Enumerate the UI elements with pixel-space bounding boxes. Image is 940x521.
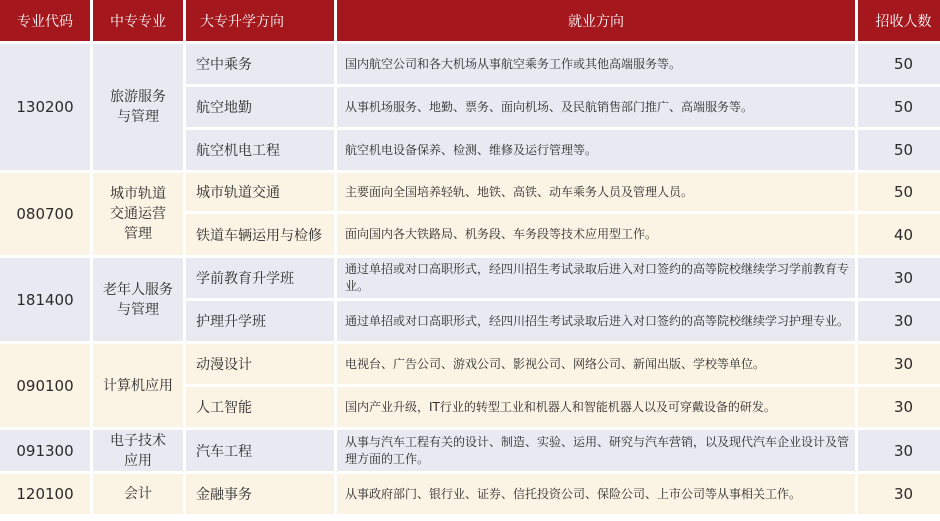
major-name-text: 老年人服务与管理 bbox=[103, 281, 173, 318]
major-name: 会计 bbox=[93, 474, 183, 514]
employment-cell: 航空机电设备保养、检测、维修及运行管理等。 bbox=[337, 130, 855, 170]
employment-cell: 通过单招或对口高职形式，经四川招生考试录取后进入对口签约的高等院校继续学习学前教育专业。 bbox=[337, 258, 855, 298]
direction-cell: 航空机电工程 bbox=[186, 130, 334, 170]
major-name bbox=[93, 258, 183, 341]
direction-cell: 汽车工程 bbox=[186, 430, 334, 471]
direction-cell: 城市轨道交通 bbox=[186, 173, 334, 211]
major-code: 091300 bbox=[0, 430, 90, 471]
employment-cell: 电视台、广告公司、游戏公司、影视公司、网络公司、新闻出版、学校等单位。 bbox=[337, 344, 855, 384]
major-code: 130200 bbox=[0, 44, 90, 170]
quota-cell: 50 bbox=[858, 130, 940, 170]
major-name bbox=[93, 173, 183, 255]
direction-cell: 航空地勤 bbox=[186, 87, 334, 127]
table-row bbox=[0, 474, 940, 514]
major-name: 计算机应用 bbox=[93, 344, 183, 427]
table-row bbox=[0, 44, 940, 84]
employment-cell: 从事机场服务、地勤、票务、面向机场、及民航销售部门推广、高端服务等。 bbox=[337, 87, 855, 127]
employment-cell: 国内航空公司和各大机场从事航空乘务工作或其他高端服务等。 bbox=[337, 44, 855, 84]
employment-cell: 从事政府部门、银行业、证券、信托投资公司、保险公司、上市公司等从事相关工作。 bbox=[337, 474, 855, 514]
direction-cell: 人工智能 bbox=[186, 387, 334, 427]
header-major: 中专专业 bbox=[93, 0, 183, 41]
quota-cell: 30 bbox=[858, 387, 940, 427]
header-code: 专业代码 bbox=[0, 0, 90, 41]
header-direction: 大专升学方向 bbox=[186, 0, 334, 41]
header-row bbox=[0, 0, 940, 41]
table-row bbox=[0, 258, 940, 298]
direction-cell: 铁道车辆运用与检修 bbox=[186, 214, 334, 255]
major-name-text: 电子技术应用 bbox=[110, 432, 166, 469]
quota-cell: 30 bbox=[858, 474, 940, 514]
major-code: 080700 bbox=[0, 173, 90, 255]
employment-cell: 从事与汽车工程有关的设计、制造、实验、运用、研究与汽车营销，以及现代汽车企业设计及管理方面的工作。 bbox=[337, 430, 855, 471]
quota-cell: 40 bbox=[858, 214, 940, 255]
direction-cell: 空中乘务 bbox=[186, 44, 334, 84]
employment-cell: 国内产业升级，IT行业的转型工业和机器人和智能机器人以及可穿戴设备的研发。 bbox=[337, 387, 855, 427]
header-quota: 招收人数 bbox=[858, 0, 940, 41]
direction-cell: 护理升学班 bbox=[186, 301, 334, 341]
quota-cell: 50 bbox=[858, 44, 940, 84]
major-code: 120100 bbox=[0, 474, 90, 514]
quota-cell: 30 bbox=[858, 301, 940, 341]
major-name bbox=[93, 430, 183, 471]
major-name bbox=[93, 44, 183, 170]
direction-cell: 动漫设计 bbox=[186, 344, 334, 384]
quota-cell: 50 bbox=[858, 173, 940, 211]
header-employment: 就业方向 bbox=[337, 0, 855, 41]
employment-cell: 通过单招或对口高职形式，经四川招生考试录取后进入对口签约的高等院校继续学习护理专业。 bbox=[337, 301, 855, 341]
quota-cell: 30 bbox=[858, 258, 940, 298]
major-code: 090100 bbox=[0, 344, 90, 427]
quota-cell: 30 bbox=[858, 344, 940, 384]
quota-cell: 50 bbox=[858, 87, 940, 127]
major-name-text: 城市轨道交通运营管理 bbox=[110, 186, 166, 242]
employment-cell: 面向国内各大铁路局、机务段、车务段等技术应用型工作。 bbox=[337, 214, 855, 255]
employment-cell: 主要面向全国培养轻轨、地铁、高铁、动车乘务人员及管理人员。 bbox=[337, 173, 855, 211]
table-row bbox=[0, 173, 940, 211]
direction-cell: 学前教育升学班 bbox=[186, 258, 334, 298]
table-row bbox=[0, 344, 940, 384]
table-row bbox=[0, 430, 940, 471]
quota-cell: 30 bbox=[858, 430, 940, 471]
major-name-text: 旅游服务与管理 bbox=[110, 89, 166, 125]
major-code: 181400 bbox=[0, 258, 90, 341]
direction-cell: 金融事务 bbox=[186, 474, 334, 514]
